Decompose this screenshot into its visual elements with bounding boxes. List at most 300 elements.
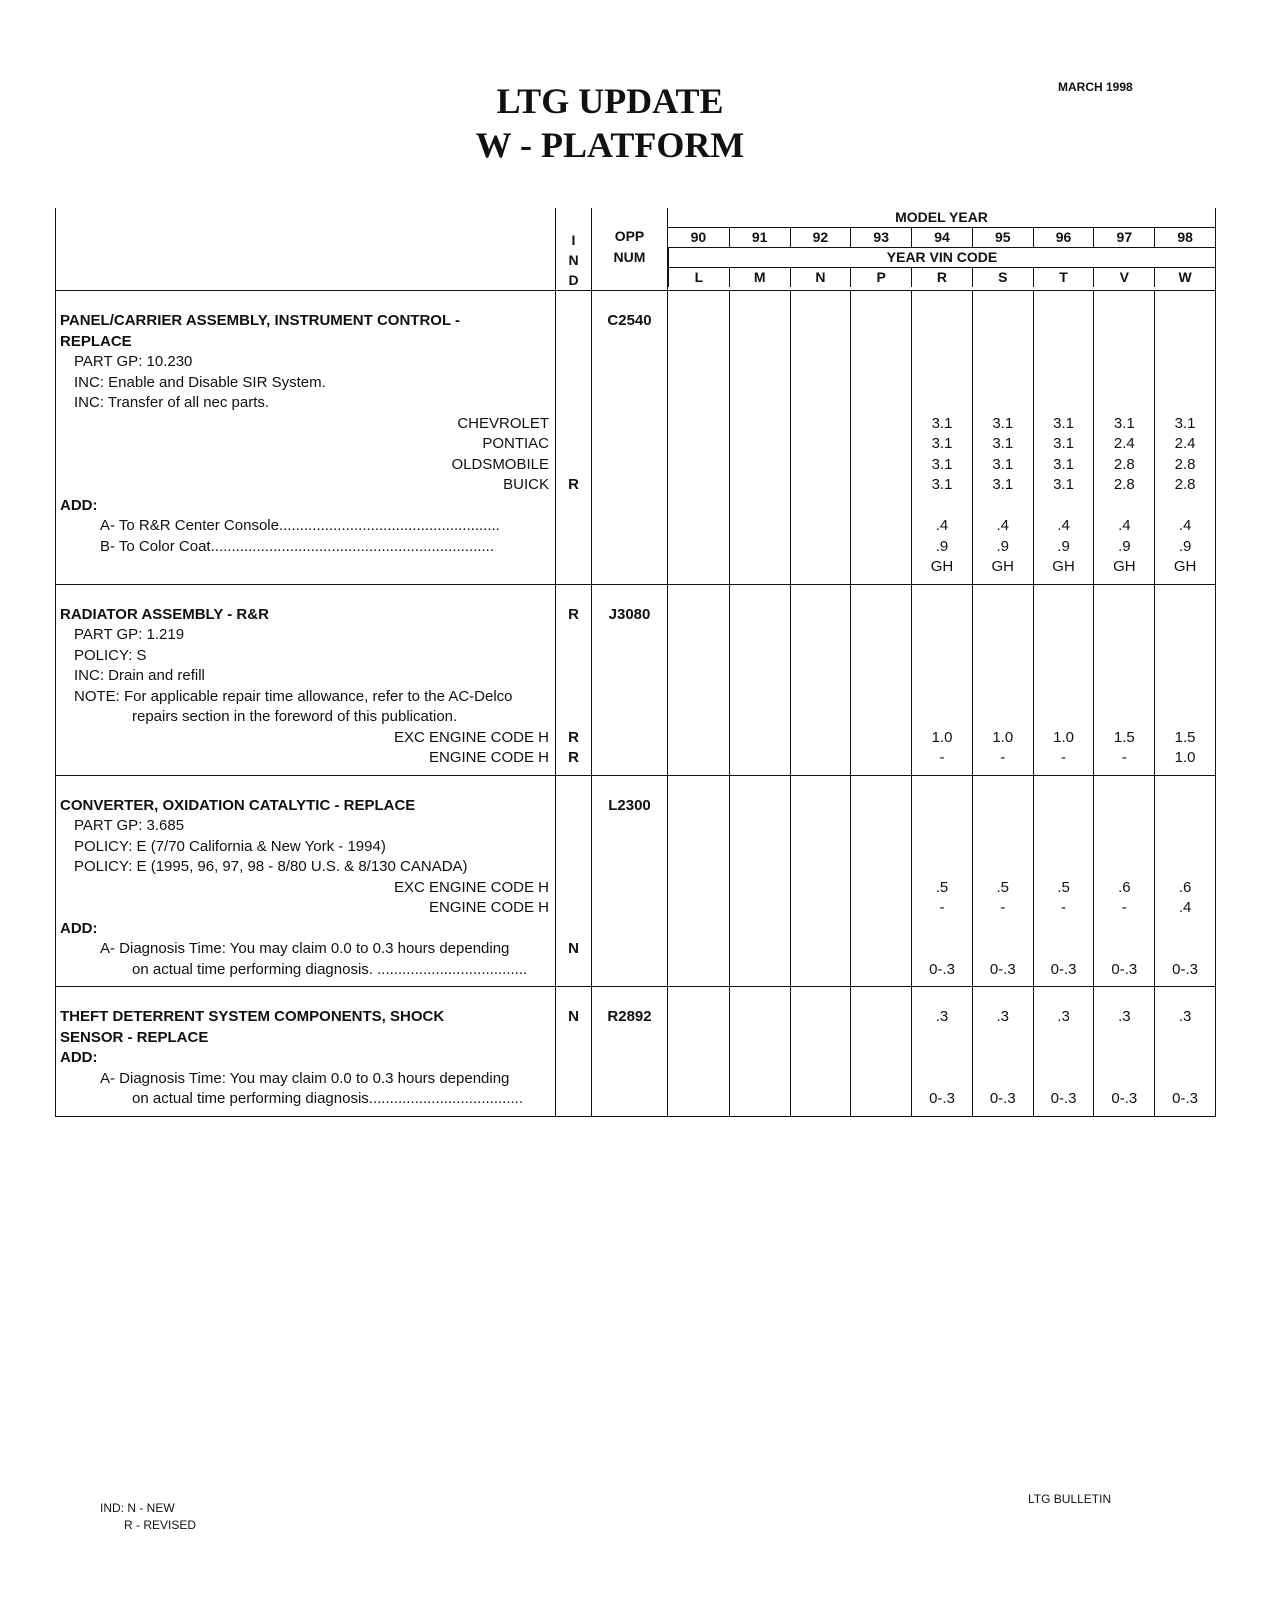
time-value bbox=[851, 898, 911, 919]
year-cell: 94 bbox=[911, 227, 972, 247]
section-values bbox=[668, 584, 1216, 775]
detail-line: PART GP: 1.219 bbox=[74, 626, 185, 643]
time-value bbox=[791, 475, 851, 496]
time-value bbox=[1094, 646, 1154, 667]
ind-letter: I bbox=[571, 232, 576, 248]
ind-value bbox=[556, 434, 591, 455]
time-value bbox=[1034, 352, 1094, 373]
time-value bbox=[1155, 939, 1215, 960]
time-value bbox=[912, 373, 972, 394]
time-value bbox=[973, 707, 1033, 728]
time-value bbox=[973, 646, 1033, 667]
time-value bbox=[791, 1069, 851, 1090]
time-value bbox=[730, 1048, 790, 1069]
time-value bbox=[791, 1028, 851, 1049]
ind-value bbox=[556, 414, 591, 435]
time-value bbox=[851, 939, 911, 960]
time-value bbox=[851, 687, 911, 708]
time-value bbox=[1034, 625, 1094, 646]
detail-line: POLICY: S bbox=[74, 646, 147, 664]
year-column bbox=[972, 987, 1033, 1116]
time-value bbox=[851, 857, 911, 878]
time-value: 2.4 bbox=[1113, 435, 1135, 452]
section-converter bbox=[56, 775, 1216, 987]
time-value: 0-.3 bbox=[989, 1090, 1016, 1107]
time-value bbox=[791, 857, 851, 878]
vin-cell: W bbox=[1154, 267, 1215, 287]
time-value: 0-.3 bbox=[929, 960, 955, 978]
year-cell: 90 bbox=[668, 227, 729, 247]
time-value bbox=[730, 1028, 790, 1049]
time-value bbox=[851, 1007, 911, 1028]
time-value bbox=[1094, 707, 1154, 728]
value-grid bbox=[668, 987, 1215, 1116]
detail-line: INC: Transfer of all nec parts. bbox=[74, 394, 270, 411]
year-column bbox=[1154, 291, 1215, 584]
time-value bbox=[1155, 919, 1215, 940]
time-value: - bbox=[939, 899, 945, 916]
time-value: 3.1 bbox=[992, 476, 1014, 493]
year-column bbox=[668, 585, 729, 775]
time-value: - bbox=[939, 749, 945, 766]
time-value bbox=[1155, 707, 1215, 728]
time-value bbox=[668, 1069, 729, 1090]
section-title: RADIATOR ASSEMBLY - R&R bbox=[60, 605, 269, 623]
year-cell: 95 bbox=[972, 227, 1033, 247]
time-value: .4 bbox=[996, 517, 1010, 534]
time-value bbox=[973, 666, 1033, 687]
time-value: 0-.3 bbox=[1050, 1090, 1077, 1107]
year-column bbox=[1093, 291, 1154, 584]
time-value bbox=[668, 837, 729, 858]
time-value bbox=[1094, 837, 1154, 858]
time-value bbox=[668, 960, 729, 981]
time-value: GH bbox=[1173, 558, 1197, 575]
time-value bbox=[730, 728, 790, 749]
year-cell: 92 bbox=[790, 227, 851, 247]
time-value bbox=[730, 373, 790, 394]
time-value bbox=[668, 475, 729, 496]
time-value bbox=[791, 960, 851, 981]
ind-value: R bbox=[568, 605, 579, 623]
time-value bbox=[668, 1007, 729, 1028]
time-value bbox=[973, 1069, 1033, 1090]
time-value bbox=[730, 605, 790, 626]
time-value bbox=[791, 311, 851, 332]
time-value: 1.0 bbox=[992, 728, 1014, 746]
time-value bbox=[973, 857, 1033, 878]
section-values bbox=[668, 987, 1216, 1117]
time-value bbox=[730, 898, 790, 919]
ind-value: R bbox=[568, 476, 579, 493]
time-value bbox=[730, 496, 790, 517]
vin-cell: S bbox=[972, 267, 1033, 287]
year-column bbox=[668, 291, 729, 584]
time-value bbox=[851, 666, 911, 687]
section-title-cont: REPLACE bbox=[60, 332, 132, 350]
bulletin-date: MARCH 1998 bbox=[1058, 80, 1133, 94]
add-label: ADD: bbox=[60, 919, 98, 937]
time-value bbox=[668, 605, 729, 626]
time-value bbox=[791, 352, 851, 373]
time-value bbox=[730, 393, 790, 414]
time-value bbox=[668, 537, 729, 558]
vin-cell: L bbox=[668, 267, 729, 287]
time-value bbox=[1094, 1048, 1154, 1069]
time-value bbox=[1155, 393, 1215, 414]
section-description bbox=[56, 291, 556, 585]
time-value bbox=[791, 837, 851, 858]
time-value: 1.0 bbox=[1174, 749, 1196, 766]
time-value bbox=[851, 605, 911, 626]
value-grid bbox=[668, 776, 1215, 987]
time-value: .6 bbox=[1118, 878, 1131, 896]
section-title-cont: SENSOR - REPLACE bbox=[60, 1028, 209, 1046]
time-value: .5 bbox=[935, 878, 949, 896]
time-value bbox=[730, 1089, 790, 1110]
year-column bbox=[790, 291, 851, 584]
time-value bbox=[851, 625, 911, 646]
time-value bbox=[1155, 605, 1215, 626]
year-column bbox=[850, 585, 911, 775]
time-value bbox=[668, 748, 729, 769]
time-value bbox=[791, 455, 851, 476]
time-value bbox=[668, 728, 729, 749]
time-value bbox=[973, 373, 1033, 394]
time-value bbox=[851, 557, 911, 578]
time-value bbox=[668, 311, 729, 332]
legend-revised: R - REVISED bbox=[124, 1518, 197, 1532]
time-value bbox=[912, 1048, 972, 1069]
detail-line: POLICY: E (7/70 California & New York - 1994) bbox=[74, 837, 386, 855]
time-value bbox=[791, 373, 851, 394]
time-value bbox=[791, 605, 851, 626]
time-value bbox=[791, 898, 851, 919]
time-value bbox=[1155, 496, 1215, 517]
year-column bbox=[668, 776, 729, 987]
time-value bbox=[973, 939, 1033, 960]
ind-value: R bbox=[568, 728, 579, 746]
time-value bbox=[1155, 837, 1215, 858]
section-opp bbox=[592, 291, 668, 585]
time-value bbox=[1094, 332, 1154, 353]
add-label: ADD: bbox=[60, 496, 98, 514]
time-value bbox=[1034, 666, 1094, 687]
time-value bbox=[730, 537, 790, 558]
time-value bbox=[1034, 1048, 1094, 1069]
year-column bbox=[911, 291, 972, 584]
time-value bbox=[730, 939, 790, 960]
time-value bbox=[851, 393, 911, 414]
time-value: 2.8 bbox=[1174, 455, 1196, 473]
time-value bbox=[851, 919, 911, 940]
time-value: 0-.3 bbox=[1172, 960, 1199, 978]
time-value bbox=[730, 748, 790, 769]
time-value: 2.8 bbox=[1174, 476, 1196, 493]
time-value bbox=[668, 557, 729, 578]
add-item: A- Diagnosis Time: You may claim 0.0 to 0.3 hours depending bbox=[100, 1069, 510, 1087]
time-value bbox=[730, 625, 790, 646]
section-description bbox=[56, 584, 556, 775]
time-value: 1.0 bbox=[1053, 728, 1074, 746]
year-cell: 96 bbox=[1033, 227, 1094, 247]
time-value bbox=[668, 919, 729, 940]
time-value bbox=[1034, 796, 1094, 817]
time-value bbox=[791, 878, 851, 899]
time-value bbox=[791, 496, 851, 517]
time-value: 3.1 bbox=[931, 455, 953, 473]
time-value: 3.1 bbox=[931, 414, 953, 432]
time-value bbox=[1155, 687, 1215, 708]
section-ind bbox=[556, 291, 592, 585]
year-cell: 98 bbox=[1154, 227, 1215, 247]
time-value: 1.5 bbox=[1174, 728, 1196, 746]
time-value: - bbox=[1000, 749, 1006, 766]
time-value bbox=[912, 707, 972, 728]
time-value bbox=[973, 816, 1033, 837]
time-value: 0-.3 bbox=[1050, 960, 1077, 978]
year-column bbox=[850, 776, 911, 987]
time-value: .6 bbox=[1178, 878, 1192, 896]
time-value bbox=[1034, 332, 1094, 353]
time-value bbox=[912, 625, 972, 646]
time-value: - bbox=[1061, 899, 1067, 916]
time-value bbox=[912, 687, 972, 708]
time-value bbox=[851, 728, 911, 749]
time-value bbox=[851, 434, 911, 455]
time-value: .4 bbox=[1057, 517, 1070, 534]
time-value bbox=[791, 516, 851, 537]
year-column bbox=[729, 291, 790, 584]
value-grid bbox=[668, 291, 1215, 584]
time-value bbox=[730, 1069, 790, 1090]
time-value bbox=[730, 516, 790, 537]
time-value: 0-.3 bbox=[1111, 960, 1138, 978]
time-value bbox=[851, 878, 911, 899]
time-value bbox=[1094, 352, 1154, 373]
year-column bbox=[972, 291, 1033, 584]
time-value bbox=[973, 1048, 1033, 1069]
section-opp bbox=[592, 584, 668, 775]
time-value bbox=[668, 516, 729, 537]
ind-value: N bbox=[568, 1008, 579, 1025]
section-values bbox=[668, 775, 1216, 987]
time-value bbox=[668, 939, 729, 960]
time-value bbox=[1094, 496, 1154, 517]
time-value bbox=[851, 646, 911, 667]
time-value bbox=[1094, 1028, 1154, 1049]
time-value bbox=[1155, 625, 1215, 646]
year-vin-code-label: YEAR VIN CODE bbox=[668, 247, 1215, 267]
time-value bbox=[851, 796, 911, 817]
time-value bbox=[851, 816, 911, 837]
vin-cell: V bbox=[1093, 267, 1154, 287]
time-value bbox=[973, 687, 1033, 708]
time-value bbox=[1034, 646, 1094, 667]
year-column bbox=[1033, 776, 1094, 987]
header-model-year bbox=[668, 208, 1216, 291]
time-value bbox=[791, 748, 851, 769]
time-value: .9 bbox=[1178, 537, 1192, 555]
header-opp bbox=[592, 208, 668, 291]
year-column bbox=[790, 987, 851, 1116]
time-value bbox=[730, 919, 790, 940]
time-value: 3.1 bbox=[931, 435, 953, 452]
time-value bbox=[912, 332, 972, 353]
time-value bbox=[791, 414, 851, 435]
time-value bbox=[1094, 919, 1154, 940]
time-value bbox=[973, 625, 1033, 646]
section-description bbox=[56, 775, 556, 987]
year-column bbox=[729, 585, 790, 775]
detail-line: PART GP: 3.685 bbox=[74, 817, 185, 834]
time-value bbox=[791, 919, 851, 940]
year-row bbox=[668, 227, 1215, 287]
model-year-label: MODEL YEAR bbox=[895, 209, 988, 225]
time-value bbox=[851, 1069, 911, 1090]
time-value bbox=[791, 707, 851, 728]
section-opp bbox=[592, 775, 668, 987]
time-value bbox=[912, 1069, 972, 1090]
ind-value bbox=[556, 455, 591, 476]
time-value bbox=[1155, 646, 1215, 667]
time-value bbox=[851, 475, 911, 496]
year-column bbox=[1154, 776, 1215, 987]
year-column bbox=[729, 776, 790, 987]
time-value: .9 bbox=[1118, 537, 1131, 555]
year-column bbox=[1154, 987, 1215, 1116]
opp-number: C2540 bbox=[607, 312, 652, 329]
ind-legend bbox=[100, 1500, 196, 1534]
time-value bbox=[1155, 1028, 1215, 1049]
time-value bbox=[851, 707, 911, 728]
time-value bbox=[1094, 687, 1154, 708]
time-value bbox=[791, 796, 851, 817]
time-value bbox=[668, 707, 729, 728]
time-value bbox=[1155, 1069, 1215, 1090]
time-value bbox=[1155, 352, 1215, 373]
section-title: CONVERTER, OXIDATION CATALYTIC - REPLACE bbox=[60, 796, 416, 814]
time-value bbox=[730, 960, 790, 981]
time-value bbox=[730, 646, 790, 667]
time-value bbox=[1094, 857, 1154, 878]
time-value bbox=[912, 496, 972, 517]
time-value bbox=[851, 373, 911, 394]
time-value bbox=[973, 311, 1033, 332]
time-value bbox=[1094, 605, 1154, 626]
time-value bbox=[912, 666, 972, 687]
section-title: THEFT DETERRENT SYSTEM COMPONENTS, SHOCK bbox=[60, 1008, 445, 1025]
time-value bbox=[912, 816, 972, 837]
time-value bbox=[730, 687, 790, 708]
time-value bbox=[668, 646, 729, 667]
section-panel-carrier bbox=[56, 291, 1216, 585]
time-value: 3.1 bbox=[1053, 455, 1074, 473]
time-value bbox=[1034, 373, 1094, 394]
time-value bbox=[730, 475, 790, 496]
header-description bbox=[56, 208, 556, 291]
time-value: 0-.3 bbox=[1111, 1090, 1138, 1107]
year-column bbox=[1154, 585, 1215, 775]
year-column bbox=[790, 585, 851, 775]
time-value bbox=[851, 414, 911, 435]
year-column bbox=[911, 987, 972, 1116]
time-value bbox=[730, 878, 790, 899]
time-value bbox=[791, 687, 851, 708]
time-value bbox=[668, 1089, 729, 1110]
time-value: 3.1 bbox=[992, 414, 1014, 432]
time-value bbox=[730, 414, 790, 435]
time-value bbox=[912, 796, 972, 817]
year-column bbox=[850, 987, 911, 1116]
vin-cell: R bbox=[911, 267, 972, 287]
time-value: .5 bbox=[996, 878, 1010, 896]
time-value bbox=[668, 687, 729, 708]
time-value bbox=[791, 666, 851, 687]
year-column bbox=[1033, 585, 1094, 775]
time-value: .9 bbox=[935, 537, 949, 555]
time-value bbox=[791, 557, 851, 578]
time-value bbox=[791, 434, 851, 455]
time-value bbox=[973, 332, 1033, 353]
time-value bbox=[791, 1007, 851, 1028]
time-value bbox=[1155, 373, 1215, 394]
time-value bbox=[730, 707, 790, 728]
time-value bbox=[973, 496, 1033, 517]
time-value bbox=[668, 898, 729, 919]
time-value bbox=[851, 332, 911, 353]
time-value bbox=[730, 816, 790, 837]
time-value bbox=[851, 496, 911, 517]
add-label: ADD: bbox=[60, 1049, 98, 1066]
time-value bbox=[1094, 939, 1154, 960]
time-value bbox=[1094, 393, 1154, 414]
page-title: LTG UPDATE bbox=[496, 81, 724, 121]
time-value bbox=[1094, 311, 1154, 332]
time-value: 3.1 bbox=[931, 476, 953, 493]
time-value bbox=[668, 796, 729, 817]
time-value: 0-.3 bbox=[1172, 1090, 1199, 1107]
time-value bbox=[851, 960, 911, 981]
time-value bbox=[1094, 666, 1154, 687]
bulletin-footer: LTG BULLETIN bbox=[1028, 1492, 1112, 1506]
time-value: 2.8 bbox=[1113, 476, 1135, 493]
add-item: B- To Color Coat.................................................................... bbox=[100, 537, 494, 555]
add-item-cont: on actual time performing diagnosis. .................................... bbox=[132, 960, 528, 978]
time-value bbox=[668, 857, 729, 878]
time-value bbox=[912, 857, 972, 878]
opp-label: OPP bbox=[614, 228, 645, 244]
time-value bbox=[668, 393, 729, 414]
section-ind bbox=[556, 584, 592, 775]
time-value bbox=[791, 646, 851, 667]
year-column bbox=[1093, 987, 1154, 1116]
time-value bbox=[1155, 857, 1215, 878]
make-label: CHEVROLET bbox=[457, 414, 549, 432]
time-value bbox=[668, 625, 729, 646]
opp-number: R2892 bbox=[607, 1008, 652, 1025]
time-value bbox=[791, 393, 851, 414]
time-value bbox=[1155, 796, 1215, 817]
time-value: - bbox=[1121, 899, 1127, 916]
time-value: 1.0 bbox=[931, 728, 953, 746]
section-ind bbox=[556, 775, 592, 987]
time-value bbox=[730, 796, 790, 817]
time-value bbox=[1034, 311, 1094, 332]
time-value: 2.4 bbox=[1174, 435, 1196, 452]
time-value: 2.8 bbox=[1113, 455, 1135, 473]
time-value: 3.1 bbox=[1113, 414, 1135, 432]
